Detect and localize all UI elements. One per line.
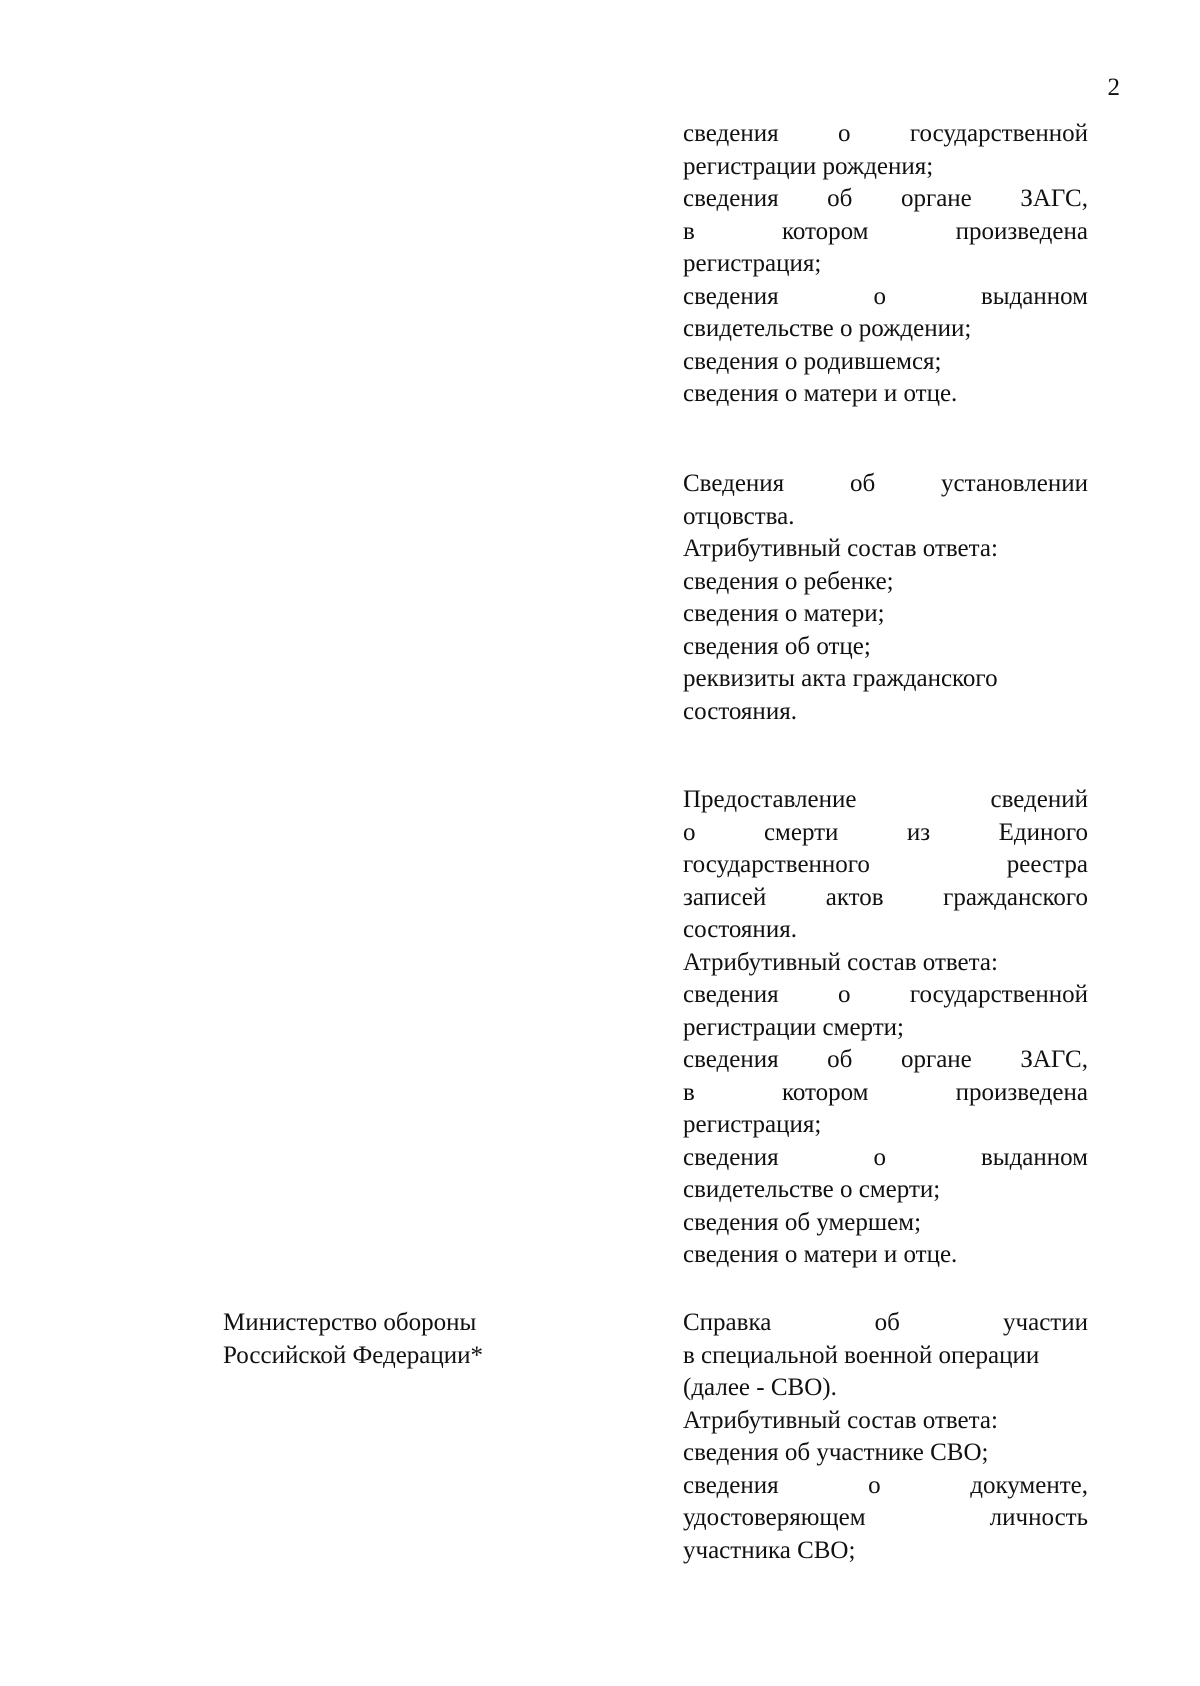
text-fragment: сведения об участнике СВО; bbox=[683, 1439, 989, 1466]
text-fragment: сведения о матери и отце. bbox=[683, 380, 958, 407]
text-fragment: государственного bbox=[683, 851, 870, 878]
text-fragment: о bbox=[873, 1143, 887, 1171]
text-fragment: сведений bbox=[990, 786, 1088, 813]
text-fragment: регистрации рождения; bbox=[683, 152, 934, 180]
text-line bbox=[683, 1239, 1088, 1272]
text-fragment: регистрация; bbox=[683, 250, 822, 277]
text-fragment: сведения о матери и отце. bbox=[683, 1241, 958, 1268]
text-fragment: свидетельстве о смерти; bbox=[683, 1176, 941, 1203]
text-fragment: выданном bbox=[980, 1143, 1088, 1171]
text-line bbox=[683, 248, 1088, 281]
text-fragment: о bbox=[683, 818, 696, 846]
text-line bbox=[683, 1207, 1088, 1240]
text-fragment: о bbox=[837, 981, 851, 1008]
text-line bbox=[683, 696, 1088, 729]
text-fragment: состояния. bbox=[683, 697, 797, 725]
page-number: 2 bbox=[1107, 74, 1120, 101]
text-line bbox=[683, 1044, 1088, 1077]
text-fragment: сведения об умершем; bbox=[683, 1208, 922, 1236]
text-line bbox=[683, 1142, 1088, 1175]
text-line bbox=[683, 1535, 1088, 1568]
text-fragment: о bbox=[873, 282, 887, 310]
text-line bbox=[683, 468, 1088, 501]
death-record-block bbox=[683, 784, 1088, 1272]
text-fragment: сведения об отце; bbox=[683, 632, 871, 660]
text-line bbox=[683, 663, 1088, 696]
text-fragment: котором bbox=[781, 217, 869, 245]
text-line bbox=[683, 151, 1088, 184]
text-fragment: Сведения bbox=[683, 470, 785, 497]
text-fragment: котором bbox=[781, 1078, 869, 1106]
text-fragment: участника СВО; bbox=[683, 1536, 856, 1564]
text-line bbox=[683, 313, 1088, 346]
text-fragment: сведения bbox=[683, 120, 779, 147]
organization-line: Российской Федерации* bbox=[223, 1341, 484, 1369]
text-fragment: произведена bbox=[955, 217, 1088, 245]
text-line bbox=[683, 1437, 1088, 1470]
text-fragment: сведения bbox=[683, 1143, 779, 1171]
text-line bbox=[683, 118, 1088, 151]
text-line bbox=[683, 914, 1088, 947]
paternity-block bbox=[683, 468, 1088, 728]
text-fragment: сведения о ребенке; bbox=[683, 567, 894, 595]
text-fragment: актов bbox=[825, 883, 884, 911]
text-fragment: Атрибутивный состав ответа: bbox=[683, 1406, 998, 1434]
text-fragment: отцовства. bbox=[683, 502, 795, 530]
text-fragment: Предоставление bbox=[683, 786, 857, 813]
text-fragment: сведения bbox=[683, 1046, 779, 1073]
text-fragment: личность bbox=[989, 1504, 1088, 1531]
text-line bbox=[683, 1470, 1088, 1503]
text-line bbox=[683, 378, 1088, 411]
svo-certificate-block bbox=[683, 1307, 1088, 1567]
text-fragment: документе, bbox=[970, 1471, 1088, 1499]
text-fragment: органе bbox=[900, 1046, 972, 1073]
text-line bbox=[683, 817, 1088, 850]
text-line bbox=[683, 183, 1088, 216]
text-fragment: смерти bbox=[763, 818, 839, 846]
text-line bbox=[683, 849, 1088, 882]
text-fragment: сведения bbox=[683, 282, 779, 310]
text-fragment: записей bbox=[683, 883, 767, 911]
text-line bbox=[683, 566, 1088, 599]
text-fragment: состояния. bbox=[683, 916, 797, 943]
text-fragment: удостоверяющем bbox=[683, 1504, 866, 1531]
text-line bbox=[683, 346, 1088, 379]
text-fragment: из bbox=[906, 818, 931, 846]
text-line bbox=[683, 281, 1088, 314]
text-line bbox=[683, 979, 1088, 1012]
text-line bbox=[683, 501, 1088, 534]
text-fragment: регистрация; bbox=[683, 1111, 822, 1138]
text-fragment: гражданского bbox=[943, 883, 1088, 911]
text-fragment: о bbox=[868, 1471, 881, 1499]
text-fragment: об bbox=[827, 1046, 853, 1073]
organization-line: Министерство обороны bbox=[223, 1309, 477, 1336]
text-fragment: реквизиты акта гражданского bbox=[683, 665, 998, 692]
text-fragment: государственной bbox=[909, 981, 1088, 1008]
text-line bbox=[683, 784, 1088, 817]
text-line bbox=[683, 216, 1088, 249]
text-fragment: Атрибутивный состав ответа: bbox=[683, 535, 998, 562]
text-fragment: органе bbox=[900, 185, 972, 212]
organization-name bbox=[223, 1307, 583, 1372]
text-fragment: в bbox=[683, 1078, 695, 1106]
text-fragment: ЗАГС, bbox=[1020, 185, 1088, 212]
text-line bbox=[683, 1340, 1088, 1373]
text-line bbox=[683, 598, 1088, 631]
text-fragment: сведения bbox=[683, 1471, 779, 1499]
text-fragment: в bbox=[683, 217, 695, 245]
text-line bbox=[683, 1012, 1088, 1045]
text-fragment: ЗАГС, bbox=[1020, 1046, 1088, 1073]
text-line bbox=[683, 631, 1088, 664]
text-line bbox=[683, 1174, 1088, 1207]
text-line bbox=[683, 882, 1088, 915]
text-fragment: об bbox=[827, 185, 853, 212]
text-fragment: сведения bbox=[683, 185, 779, 212]
text-fragment: в специальной военной операции bbox=[683, 1341, 1040, 1369]
text-fragment: (далее - СВО). bbox=[683, 1374, 837, 1401]
text-line bbox=[683, 533, 1088, 566]
text-fragment: Атрибутивный состав ответа: bbox=[683, 948, 998, 976]
text-fragment: выданном bbox=[980, 282, 1088, 310]
text-fragment: государственной bbox=[909, 120, 1088, 147]
text-fragment: Единого bbox=[998, 818, 1088, 846]
text-fragment: об bbox=[874, 1309, 900, 1336]
text-fragment: сведения о родившемся; bbox=[683, 347, 942, 375]
text-line bbox=[683, 1372, 1088, 1405]
text-fragment: сведения о матери; bbox=[683, 600, 885, 627]
text-line bbox=[683, 1109, 1088, 1142]
text-fragment: произведена bbox=[955, 1078, 1088, 1106]
text-fragment: о bbox=[837, 120, 851, 147]
text-line bbox=[683, 1405, 1088, 1438]
text-fragment: сведения bbox=[683, 981, 779, 1008]
text-fragment: свидетельстве о рождении; bbox=[683, 315, 972, 342]
text-line bbox=[683, 947, 1088, 980]
text-fragment: об bbox=[849, 470, 876, 497]
birth-registration-block bbox=[683, 118, 1088, 411]
text-line bbox=[683, 1307, 1088, 1340]
text-fragment: регистрации смерти; bbox=[683, 1013, 904, 1041]
text-fragment: Справка bbox=[683, 1309, 772, 1336]
text-fragment: установлении bbox=[941, 470, 1088, 497]
text-fragment: реестра bbox=[1006, 851, 1088, 878]
text-line bbox=[683, 1077, 1088, 1110]
text-line bbox=[683, 1502, 1088, 1535]
text-fragment: участии bbox=[1003, 1309, 1088, 1336]
